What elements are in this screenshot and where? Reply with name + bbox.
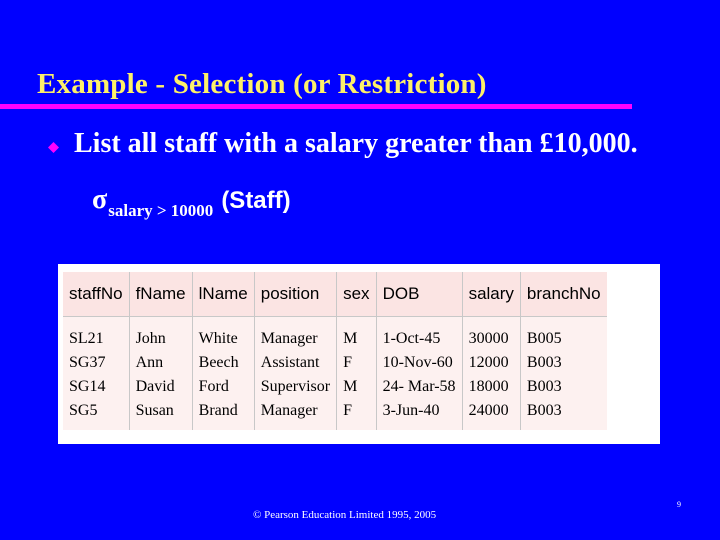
copyright-footer: © Pearson Education Limited 1995, 2005 <box>253 509 437 521</box>
table-cell: SG14 <box>63 375 129 399</box>
table-cell: 12000 <box>462 351 520 375</box>
sigma-symbol: σ <box>92 184 108 215</box>
table-cell: 24000 <box>462 399 520 430</box>
slide-number: 9 <box>677 500 681 509</box>
bullet-text: List all staff with a salary greater than £10,000. <box>74 128 638 159</box>
table-cell: B005 <box>520 317 606 352</box>
table-cell: David <box>129 375 192 399</box>
table-header-row <box>63 272 607 317</box>
table-cell: B003 <box>520 351 606 375</box>
table-cell: Brand <box>192 399 254 430</box>
table-cell: 3-Jun-40 <box>376 399 462 430</box>
table-cell: 1-Oct-45 <box>376 317 462 352</box>
column-header-sex: sex <box>337 272 376 317</box>
table-cell: Ford <box>192 375 254 399</box>
column-header-branchno: branchNo <box>520 272 606 317</box>
table-cell: F <box>337 351 376 375</box>
table-cell: B003 <box>520 375 606 399</box>
table-cell: F <box>337 399 376 430</box>
table-cell: M <box>337 375 376 399</box>
table-cell: Susan <box>129 399 192 430</box>
table-cell: 24- Mar-58 <box>376 375 462 399</box>
table-cell: SL21 <box>63 317 129 352</box>
column-header-salary: salary <box>462 272 520 317</box>
relation-name: (Staff) <box>221 187 291 214</box>
slide-title: Example - Selection (or Restriction) <box>37 68 487 100</box>
column-header-position: position <box>254 272 336 317</box>
table-cell: Manager <box>254 317 336 352</box>
table-cell: White <box>192 317 254 352</box>
diamond-bullet-icon <box>48 142 59 153</box>
staff-table-panel <box>58 264 660 444</box>
table-cell: Assistant <box>254 351 336 375</box>
staff-table <box>63 272 607 430</box>
table-cell: Beech <box>192 351 254 375</box>
title-divider <box>0 104 632 109</box>
table-cell: B003 <box>520 399 606 430</box>
table-row <box>63 375 607 399</box>
table-cell: SG37 <box>63 351 129 375</box>
table-cell: Ann <box>129 351 192 375</box>
column-header-lname: lName <box>192 272 254 317</box>
table-row <box>63 351 607 375</box>
table-row <box>63 399 607 430</box>
table-row <box>63 317 607 352</box>
table-cell: M <box>337 317 376 352</box>
table-cell: SG5 <box>63 399 129 430</box>
column-header-dob: DOB <box>376 272 462 317</box>
table-cell: 18000 <box>462 375 520 399</box>
table-cell: 10-Nov-60 <box>376 351 462 375</box>
table-cell: Manager <box>254 399 336 430</box>
column-header-fname: fName <box>129 272 192 317</box>
selection-condition: salary > 10000 <box>108 201 214 220</box>
selection-expression <box>92 184 291 220</box>
table-cell: Supervisor <box>254 375 336 399</box>
column-header-staffno: staffNo <box>63 272 129 317</box>
table-cell: 30000 <box>462 317 520 352</box>
table-cell: John <box>129 317 192 352</box>
